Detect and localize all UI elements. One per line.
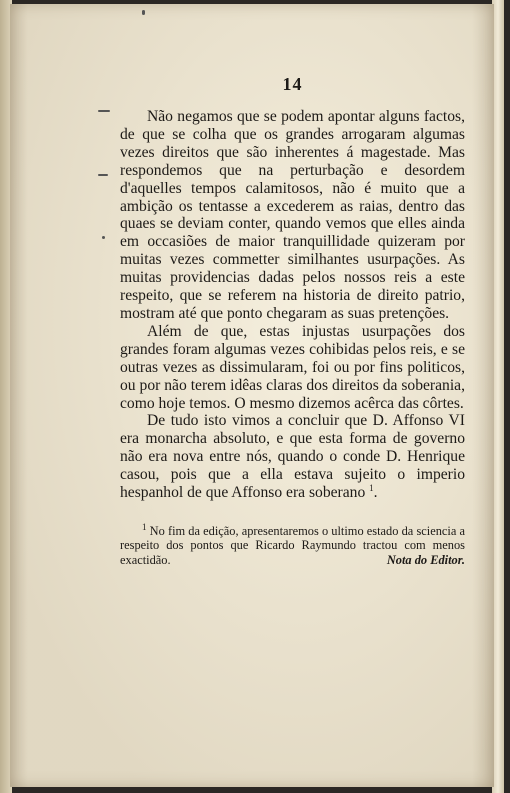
footnote-marker: 1 (142, 521, 147, 532)
paragraph: Além de que, estas injustas usurpações dos grandes foram algumas vezes cohibidas pelos reis, e se outras vezes as dissimularam, foi ou por fins politicos, ou por não terem idêas claras dos direitos da soberania, como hoje temos. O mesmo dizemos acêrca das côrtes. (120, 322, 465, 412)
closing-punctuation: . (373, 484, 378, 502)
footnote-text: No fim da edição, apresentaremos o ultimo estado da sciencia a respeito dos pontos que Ricardo Raymundo tractou com menos exactidão. (120, 523, 465, 567)
paragraph-text: De tudo isto vimos a concluir que D. Affonso VI era monarcha absoluto, e que esta forma de governo não era nova entre nós, quando o conde D. Henrique casou, pois que a ella estava sujeito o imperio hespanhol de que Affonso era soberano (120, 412, 465, 502)
page-number: 14 (282, 74, 303, 94)
paragraph (120, 412, 465, 502)
footnote (120, 521, 465, 567)
footnote-signature: Nota do Editor. (386, 552, 465, 567)
paragraph: Não negamos que se podem apontar alguns factos, de que se colha que os grandes arrogaram algumas vezes direitos que são inherentes á magestade. Mas respondemos que na perturbação e desordem d'aquelles tempos calamitosos, não é muito que a ambição os tentasse a excederem as raias, dentro das quaes se deviam conter, quando vemos que elles ainda em occasiões de maior tranquillidade quizeram por muitas vezes commetter similhantes usurpações. As muitas providencias dadas pelos nossos reis a este respeito, que se referem na historia de direito patrio, mostram até que ponto chegaram as suas pretenções. (120, 108, 465, 322)
footnote-reference: 1 (369, 482, 374, 493)
ink-speck (98, 110, 110, 112)
ink-speck (102, 236, 105, 239)
page-text (120, 74, 465, 567)
ink-speck (98, 174, 108, 176)
ink-speck (142, 10, 145, 15)
